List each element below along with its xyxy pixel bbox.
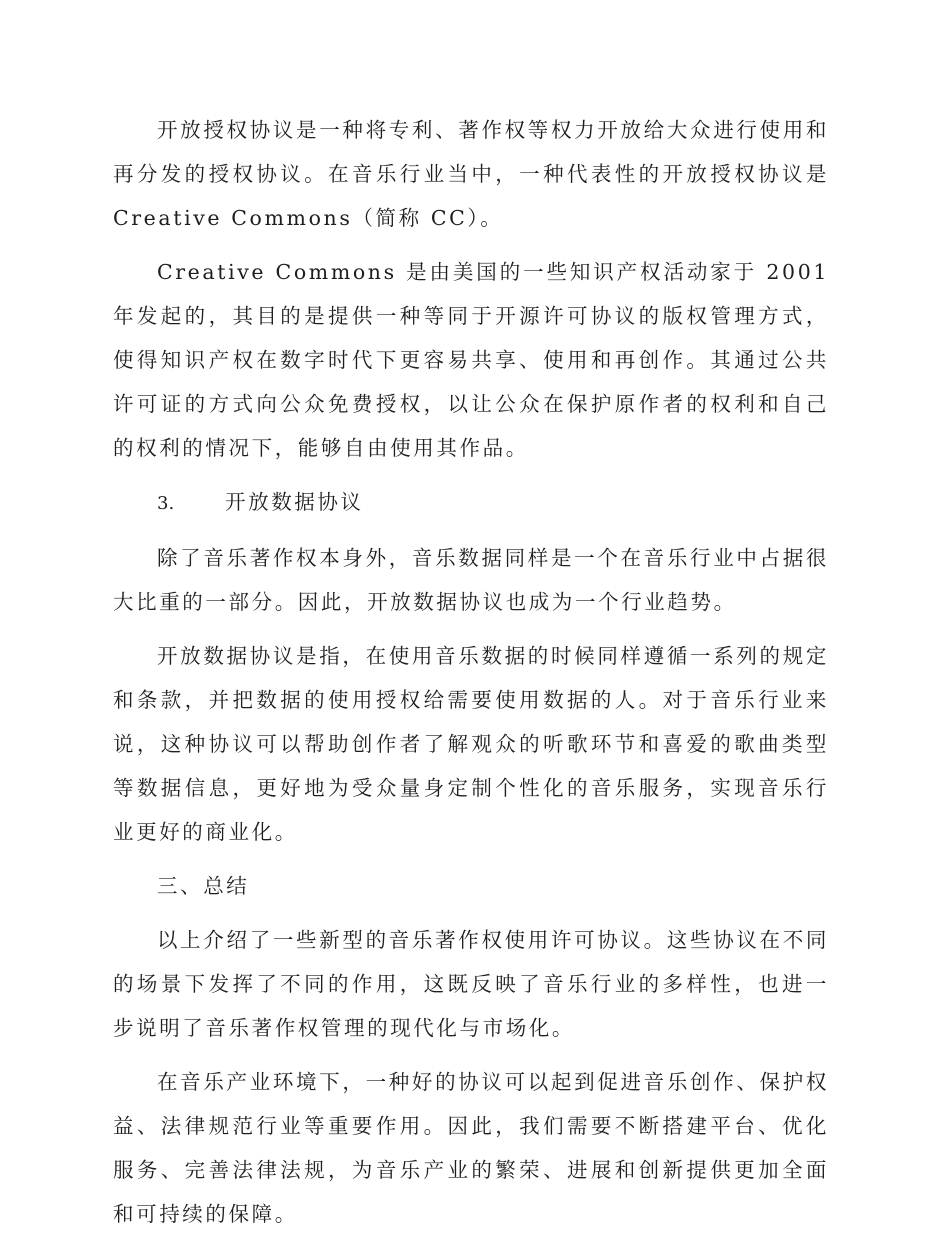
section-number: 3.: [157, 493, 175, 514]
paragraph-creative-commons: Creative Commons 是由美国的一些知识产权活动家于 2001 年发起的，其目的是提供一种等同于开源许可协议的版权管理方式，使得知识产权在数字时代下更容易共享、使用和再创作。其通过公共许可证的方式向公众免费授权，以让公众在保护原作者的权利和自己的权利的情况下，能够自由使用其作品。: [113, 260, 829, 460]
summary-heading: 三、总结: [157, 874, 250, 898]
paragraph-summary-conclusion: 在音乐产业环境下，一种好的协议可以起到促进音乐创作、保护权益、法律规范行业等重要作用。因此，我们需要不断搭建平台、优化服务、完善法律法规，为音乐产业的繁荣、进展和创新提供更加全面和可持续的保障。: [113, 1070, 829, 1226]
document-body: [113, 108, 829, 1246]
paragraph-summary-intro: 以上介绍了一些新型的音乐著作权使用许可协议。这些协议在不同的场景下发挥了不同的作用，这既反映了音乐行业的多样性，也进一步说明了音乐著作权管理的现代化与市场化。: [113, 928, 829, 1040]
paragraph-music-data: 除了音乐著作权本身外，音乐数据同样是一个在音乐行业中占据很大比重的一部分。因此，开放数据协议也成为一个行业趋势。: [113, 546, 829, 614]
paragraph-open-license: 开放授权协议是一种将专利、著作权等权力开放给大众进行使用和再分发的授权协议。在音乐行业当中，一种代表性的开放授权协议是 Creative Commons（简称 CC）。: [113, 118, 829, 230]
section-title: 开放数据协议: [225, 490, 364, 514]
section-heading-open-data: [113, 480, 829, 526]
paragraph-open-data-definition: 开放数据协议是指，在使用音乐数据的时候同样遵循一系列的规定和条款，并把数据的使用授权给需要使用数据的人。对于音乐行业来说，这种协议可以帮助创作者了解观众的听歌环节和喜爱的歌曲类型等数据信息，更好地为受众量身定制个性化的音乐服务，实现音乐行业更好的商业化。: [113, 644, 829, 844]
